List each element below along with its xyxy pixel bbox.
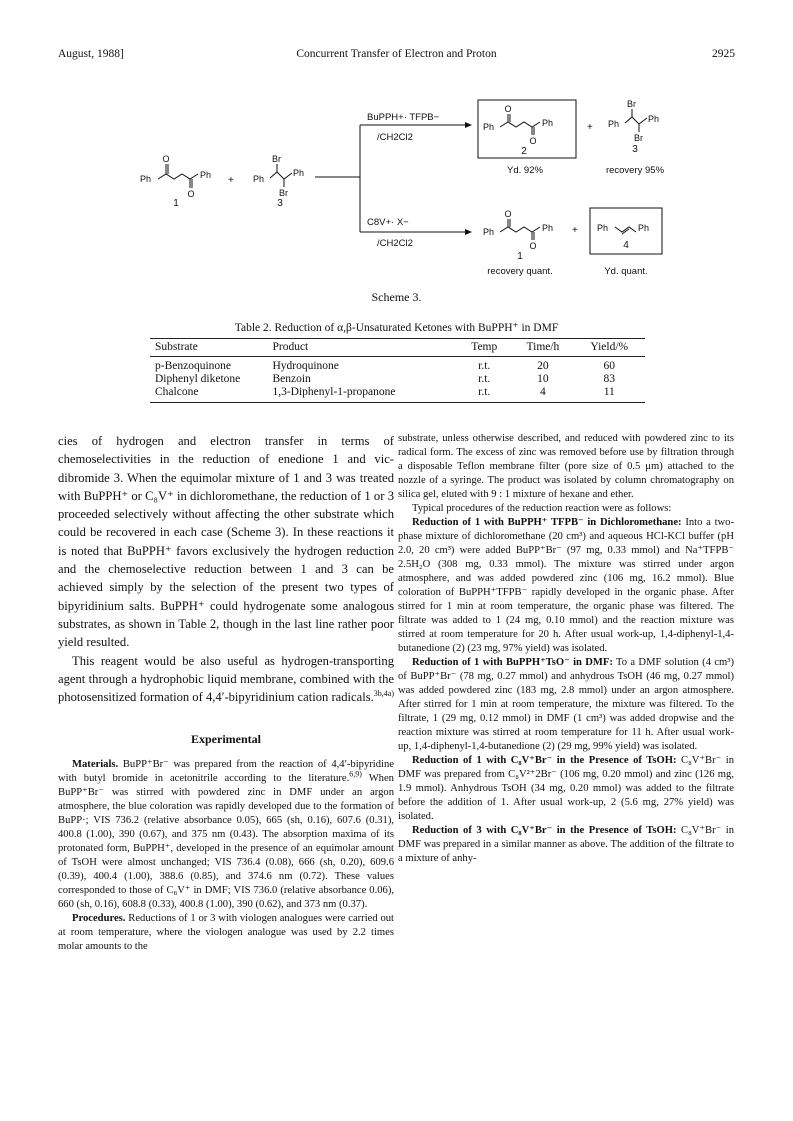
svg-text:Ph: Ph xyxy=(597,223,609,233)
table-header-row xyxy=(150,339,645,357)
body-text: C₈V⁺Br⁻ in DMF was prepared from C₈V²⁺2Br⁻ (106 mg, 0.20 mmol) and zinc (126 mg, 1.9 mmol). Anhydrous TsOH (34 mg, 0.20 mmol) was added to the filtrate before the addition of 1. After usual work-up, 2 (5.6 mg, 27% yield) was isolated. xyxy=(398,755,735,822)
procedure-reduction-3 xyxy=(398,754,734,824)
body-paragraph: substrate, unless otherwise described, and reduced with powdered zinc to its radical form. The excess of zinc was removed before use by filtration through a disposable Teflon membrane filter (pore size of 0.5 μm) attached to the nozzle of a syringe. The product was isolated by column chromatography on silica gel, eluted with 9 : 1 mixture of hexane and ether. xyxy=(398,433,734,500)
svg-text:Ph: Ph xyxy=(638,223,650,233)
table-row xyxy=(150,386,645,403)
svg-text:Br: Br xyxy=(279,188,288,198)
svg-text:Ph: Ph xyxy=(293,168,305,178)
svg-text:O: O xyxy=(187,189,195,199)
svg-text:Br: Br xyxy=(634,133,643,143)
product-2-structure xyxy=(500,114,540,135)
procedure-heading: Reduction of 1 with BuPPH⁺TsO⁻ in DMF: xyxy=(412,657,613,668)
materials-paragraph xyxy=(58,758,394,912)
header-yield: Yield/% xyxy=(590,341,629,353)
svg-text:Ph: Ph xyxy=(483,122,495,132)
left-column xyxy=(58,432,394,954)
materials-heading: Materials. xyxy=(72,758,119,770)
page-number: 2925 xyxy=(712,48,735,60)
svg-text:Br: Br xyxy=(627,99,636,109)
label-compound-1-recovered: 1 xyxy=(517,251,523,262)
cell-product: Benzoin xyxy=(272,373,311,385)
cell-temp: r.t. xyxy=(478,386,491,398)
top-recovery: recovery 95% xyxy=(605,165,665,176)
label-compound-4: 4 xyxy=(623,240,629,251)
running-header-date: August, 1988] xyxy=(58,48,124,60)
svg-text:O: O xyxy=(162,154,170,164)
right-column xyxy=(398,432,734,866)
svg-text:Ph: Ph xyxy=(200,170,212,180)
body-paragraph xyxy=(58,652,394,707)
table-row xyxy=(150,373,645,386)
svg-text:Ph: Ph xyxy=(253,174,265,184)
plus-sign: + xyxy=(228,175,234,186)
reference-marker: 3b,4a) xyxy=(373,688,394,698)
body-paragraph: cies of hydrogen and electron transfer in terms of chemoselectivities in the reduction of enedione 1 and vic-dibromide 3. When the equimolar mixture of 1 and 3 was treated with BuPPH⁺ or C₈V⁺ in dichloromethane, the reduction of 1 or 3 proceeded selectively without affecting the other substrate which could be recovered in each case (Scheme 3). In these reactions it is noted that BuPPH⁺ favors exclusively the hydrogen reduction and the chemoselective reduction between 1 and 3 can be achieved simply by the selection of the present two types of bipyridinium salts. BuPPH⁺ could hydrogenate some analogous substrates, as shown in Table 2, though in the last line rather poor yield resulted. xyxy=(58,434,394,650)
label-compound-1: 1 xyxy=(173,198,179,209)
header-temp: Temp xyxy=(471,341,498,353)
svg-text:O: O xyxy=(529,241,537,251)
procedures-paragraph xyxy=(58,912,394,954)
procedure-heading: Reduction of 3 with C₈V⁺Br⁻ in the Presence of TsOH: xyxy=(412,825,677,836)
procedures-heading: Procedures. xyxy=(72,912,126,924)
svg-text:Ph: Ph xyxy=(608,119,620,129)
cell-temp: r.t. xyxy=(478,360,491,372)
body-text: Into a two-phase mixture of dichloromethane (20 cm³) and aqueous HCl-KCl buffer (pH 2.0, 20 cm³) were added BuPP⁺Br⁻ (97 mg, 0.33 mmol) and Na⁺TFPB⁻ 2.5H₂O (308 mg, 0.33 mmol). The mixture was stirred under argon atmosphere, and was added powdered zinc (106 mg, 16.2 mmol). Blue coloration of BuPPH⁺TFPB⁻ rapidly developed in the organic phase. After stirred for 1 min at room temperature, the organic phase was filtered. The filtrate was added to 1 (24 mg, 0.10 mmol) and the reaction mixture was stirred at room temperature for 20 h. After usual work-up, 1,4-diphenyl-1,4-butanedione (2) (23 mg, 97% yield) was isolated. xyxy=(398,517,735,654)
top-yield: Yd. 92% xyxy=(507,165,543,176)
plus-sign-bottom: + xyxy=(572,225,578,236)
svg-text:Ph: Ph xyxy=(483,227,495,237)
cell-temp: r.t. xyxy=(478,373,491,385)
solvent-top: /CH2Cl2 xyxy=(377,132,413,143)
body-text: BuPP⁺Br⁻ was prepared from the reaction of 4,4′-bipyridine with butyl bromide in acetonitrile according to the literature. xyxy=(58,758,394,784)
plus-sign-top: + xyxy=(587,122,593,133)
cell-product: Hydroquinone xyxy=(272,360,339,372)
svg-text:O: O xyxy=(529,136,537,146)
body-text: When BuPP⁺Br⁻ was stirred with powdered zinc in DMF under an argon atmosphere, the blue coloration was rapidly developed due to the formation of BuPP·; VIS 736.2 (relative absorbance 0.05), 665 (sh, 0.16), 607.6 (0.31), 400.8 (1.00), 390 (0.67), and 375 nm (0.43). The absorption maxima of its protonated form, BuPPH⁺, developed in the presence of an equimolar amount of TsOH were almost unchanged; VIS 736.4 (0.08), 666 (sh, 0.20), 609.6 (0.39), 400.4 (1.00), 388.6 (0.85), and 374.6 nm (0.72). These values corresponded to those of C₈V⁺ in DMF; VIS 736.0 (relative absorbance 0.06), 660 (sh, 0.16), 608.8 (0.33), 400.8 (1.00), 390 (0.62), and 373 nm (0.37). xyxy=(58,772,394,910)
table-2 xyxy=(150,338,645,403)
scheme-caption: Scheme 3. xyxy=(371,290,422,304)
body-text: C₈V⁺Br⁻ in DMF was prepared in a similar manner as above. The addition of the filtrate to a mixture of anhy- xyxy=(398,825,735,864)
body-text: To a DMF solution (4 cm³) of BuPP⁺Br⁻ (78 mg, 0.27 mmol) and anhydrous TsOH (46 mg, 0.27 mmol) was added powdered zinc (183 mg, 2.8 mmol) under an argon atmosphere. After stirred for 1 min at room temperature, the mixture was filtered. To the filtrate, 1 (29 mg, 0.12 mmol) in DMF (1 cm³) was added dropwise and the reaction mixture was stirred at room temperature for 11 h. After usual work-up, 1,4-diphenyl-1,4-butanedione (2) (29 mg, 99% yield) was isolated. xyxy=(398,657,734,752)
reference-marker: 6,9) xyxy=(349,769,362,779)
label-compound-2: 2 xyxy=(521,146,527,157)
cell-yield: 83 xyxy=(603,373,616,385)
bottom-recovery: recovery quant. xyxy=(487,266,553,277)
cell-yield: 11 xyxy=(603,386,615,398)
label-compound-3: 3 xyxy=(277,198,283,209)
procedure-reduction-4 xyxy=(398,824,734,866)
cell-substrate: Diphenyl diketone xyxy=(155,373,241,385)
body-text: Reductions of 1 or 3 with viologen analogues were carried out at room temperature, where the viologen analogue was used by 2.2 times molar amounts to the xyxy=(58,912,394,952)
cell-time: 10 xyxy=(537,373,549,385)
svg-text:O: O xyxy=(504,209,512,219)
solvent-bottom: /CH2Cl2 xyxy=(377,238,413,249)
header-time: Time/h xyxy=(526,341,560,353)
bottom-yield: Yd. quant. xyxy=(604,266,648,277)
cell-substrate: Chalcone xyxy=(155,386,199,398)
svg-text:Br: Br xyxy=(272,154,281,164)
cell-yield: 60 xyxy=(603,360,616,372)
svg-text:Ph: Ph xyxy=(542,118,554,128)
cell-substrate: p-Benzoquinone xyxy=(155,360,232,372)
table-caption: Table 2. Reduction of α,β-Unsaturated Ketones with BuPPH⁺ in DMF xyxy=(234,322,559,334)
reagent-bottom: C8V+· X− xyxy=(367,217,409,228)
svg-text:Ph: Ph xyxy=(542,223,554,233)
table-row xyxy=(150,357,645,374)
reactant-1-structure xyxy=(158,164,198,188)
running-header-title: Concurrent Transfer of Electron and Proton xyxy=(296,48,497,60)
procedure-heading: Reduction of 1 with BuPPH⁺ TFPB⁻ in Dichloromethane: xyxy=(412,517,682,528)
header-product: Product xyxy=(272,341,309,353)
svg-text:Ph: Ph xyxy=(140,174,152,184)
body-paragraph: Typical procedures of the reduction reaction were as follows: xyxy=(412,503,672,514)
cell-time: 20 xyxy=(537,360,549,372)
cell-time: 4 xyxy=(540,386,546,398)
procedure-reduction-2 xyxy=(398,656,734,754)
svg-text:O: O xyxy=(504,104,512,114)
scheme-3-figure xyxy=(120,82,680,292)
section-heading-experimental: Experimental xyxy=(191,732,261,747)
body-text: This reagent would be also useful as hydrogen-transporting agent through a hydrophobic liquid membrane, combined with the photosensitized formation of 4,4′-bipyridinium cation radicals. xyxy=(58,653,394,705)
reactant-3-structure xyxy=(270,164,292,187)
svg-text:Ph: Ph xyxy=(648,114,660,124)
procedure-heading: Reduction of 1 with C₈V⁺Br⁻ in the Presence of TsOH: xyxy=(412,755,677,766)
cell-product: 1,3-Diphenyl-1-propanone xyxy=(272,386,396,398)
reagent-top: BuPPH+· TFPB− xyxy=(367,112,440,123)
header-substrate: Substrate xyxy=(155,341,198,353)
procedure-reduction-1 xyxy=(398,516,734,656)
label-compound-3-recovered: 3 xyxy=(632,144,638,155)
